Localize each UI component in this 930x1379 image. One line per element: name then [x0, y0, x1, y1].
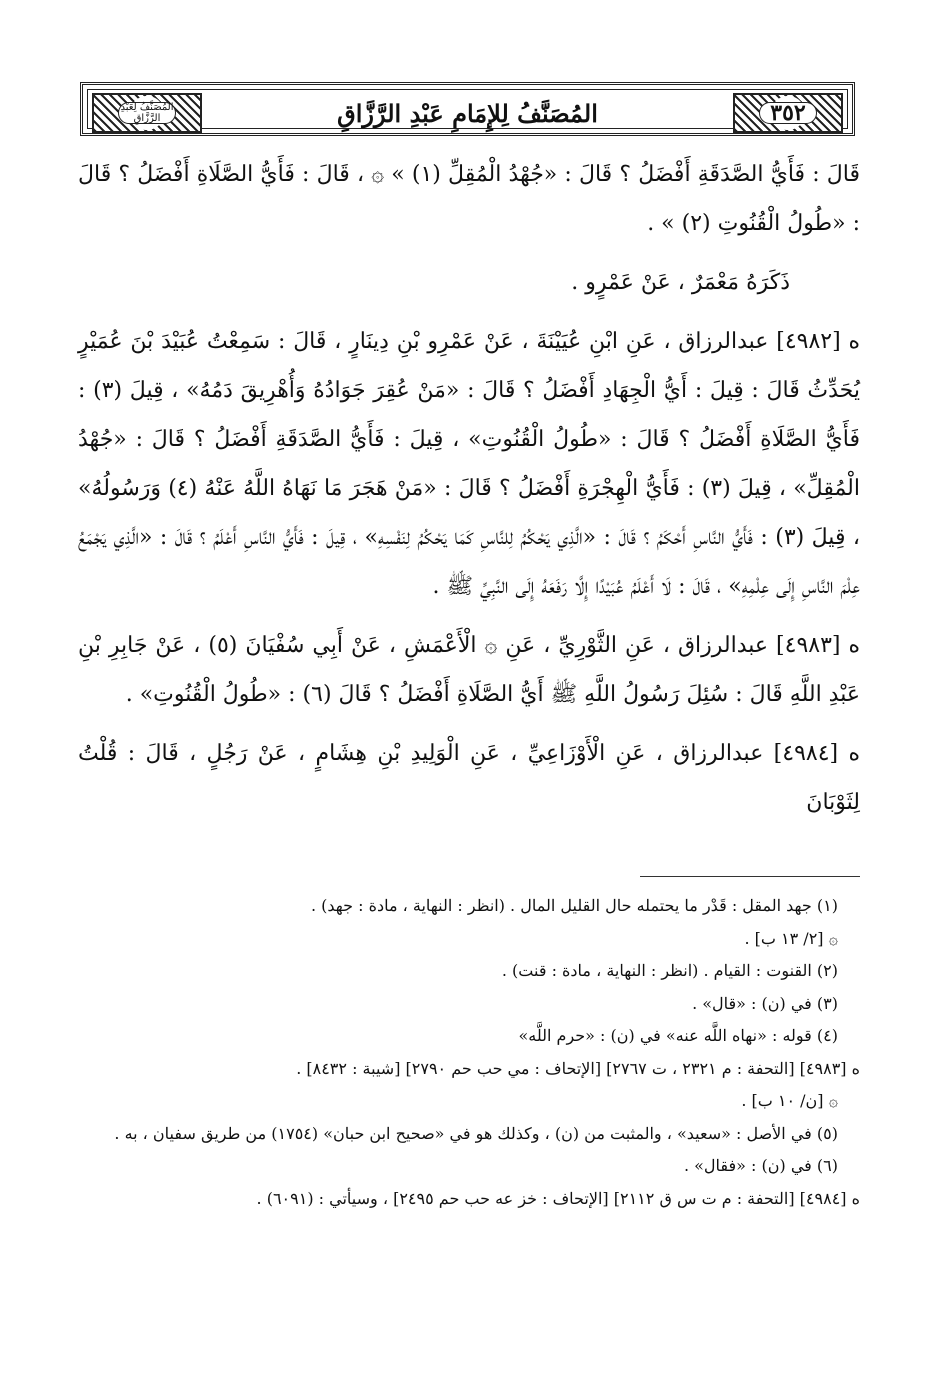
footnote: ۞ [ن/ ١٠ ب] .	[741, 1091, 838, 1110]
footnote: (١) جهد المقل : قَدْر ما يحتمله حال القليل المال . (انظر : النهاية ، مادة : جهد) .	[310, 896, 838, 915]
footnote: ه [٤٩٨٣] [التحفة : م ٢٣٢١ ، ت ٢٧٦٧] [الإتحاف : مي حب حم ٢٧٩٠] [شيبة : ٨٤٣٢] .	[296, 1058, 860, 1078]
running-title: المُصَنَّفُ لِلإِمَامِ عَبْدِ الرَّزَّاقِ	[337, 98, 598, 128]
header-frame	[87, 89, 848, 129]
hadith-4983: ه [٤٩٨٣] عبدالرزاق ، عَنِ الثَّوْرِيِّ ، عَنِ ۞ الْأَعْمَشِ ، عَنْ أَبِي سُفْيَانَ (٥) ، عَنْ جَابِرِ بْنِ عَبْدِ اللَّهِ قَالَ : سُئِلَ رَسُولُ اللَّهِ ﷺ أَيُّ الصَّلَاةِ أَفْضَلُ ؟ قَالَ (٦) : «طُولُ الْقُنُوتِ» .	[78, 633, 860, 707]
main-text	[78, 150, 860, 827]
footnote: (٦) في (ن) : «فقال» .	[683, 1156, 838, 1175]
footnote-divider	[640, 876, 860, 877]
book-badge: المُصَنَّفُ لِعَبْدِ الرَّزَّاقِ	[118, 102, 176, 124]
page-number: ٣٥٢	[759, 102, 817, 124]
footnote: ۞ [٢/ ١٣ ب] .	[744, 928, 838, 948]
hadith-4984: ه [٤٩٨٤] عبدالرزاق ، عَنِ الْأَوْزَاعِيِّ ، عَنِ الْوَلِيدِ بْنِ هِشَامٍ ، عَنْ رَجُلٍ ، قَالَ : قُلْتُ لِثَوْبَانَ	[78, 741, 860, 815]
paragraph-1: قَالَ : فَأَيُّ الصَّدَقَةِ أَفْضَلُ ؟ قَالَ : «جُهْدُ الْمُقِلِّ (١) » ۞ ، قَالَ : فَأَيُّ الصَّلَاةِ أَفْضَلُ ؟ قَالَ : «طُولُ الْقُنُوتِ (٢) » .	[78, 162, 860, 236]
footnote: (٥) في الأصل : «سعيد» ، والمثبت من (ن) ، وكذلك هو في «صحيح ابن حبان» (١٧٥٤) من طريق سفيان ، به .	[114, 1123, 838, 1143]
footnote: (٣) في (ن) : «قال» .	[692, 993, 838, 1013]
footnote: (٤) قوله : «نهاه اللَّه عنه» في (ن) : «حرم اللَّه»	[518, 1026, 838, 1045]
page-header	[80, 82, 855, 136]
paragraph-2: ذَكَرَهُ مَعْمَرٌ ، عَنْ عَمْرٍو .	[571, 270, 790, 295]
page-number-ornament	[733, 93, 843, 133]
book-badge-ornament	[92, 93, 202, 133]
footnote: ه [٤٩٨٤] [التحفة : م ت س ق ٢١١٢] [الإتحاف : خز عه حب حم ٢٤٩٥] ، وسيأتي : (٦٠٩١) .	[256, 1188, 860, 1208]
footnote: (٢) القنوت : القيام . (انظر : النهاية ، مادة : قنت) .	[501, 961, 838, 980]
hadith-4982: ه [٤٩٨٢] عبدالرزاق ، عَنِ ابْنِ عُيَيْنَةَ ، عَنْ عَمْرِو بْنِ دِينَارٍ ، قَالَ : سَمِعْتُ عُبَيْدَ بْنَ عُمَيْرٍ يُحَدِّثُ قَالَ : قِيلَ : أَيُّ الْجِهَادِ أَفْضَلُ ؟ قَالَ : «مَنْ عُقِرَ جَوَادُهُ وَأُهْرِيقَ دَمُهُ» ، قِيلَ (٣) : فَأَيُّ الصَّلَاةِ أَفْضَلُ ؟ قَالَ : «طُولُ الْقُنُوتِ» ، قِيلَ : فَأَيُّ الصَّدَقَةِ أَفْضَلُ ؟ قَالَ : «جُهْدُ الْمُقِلِّ» ، قِيلَ (٣) : فَأَيُّ الْهِجْرَةِ أَفْضَلُ ؟ قَالَ : «مَنْ هَجَرَ مَا نَهَاهُ اللَّهُ عَنْهُ (٤) وَرَسُولُهُ» ، قِيلَ (٣) : فَأَيُّ النَّاسِ أَحْكَمُ ؟ قَالَ : «الَّذِي يَحْكُمُ لِلنَّاسِ كَمَا يَحْكُمُ لِنَفْسِهِ» ، قِيلَ : فَأَيُّ النَّاسِ أَعْلَمُ ؟ قَالَ : «الَّذِي يَجْمَعُ عِلْمَ النَّاسِ إِلَى عِلْمِهِ» ، قَالَ : لَا أَعْلَمُ عُبَيْدًا إِلَّا رَفَعَهُ إِلَى النَّبِيِّ ﷺ .	[78, 329, 860, 599]
footnotes	[78, 890, 860, 1215]
